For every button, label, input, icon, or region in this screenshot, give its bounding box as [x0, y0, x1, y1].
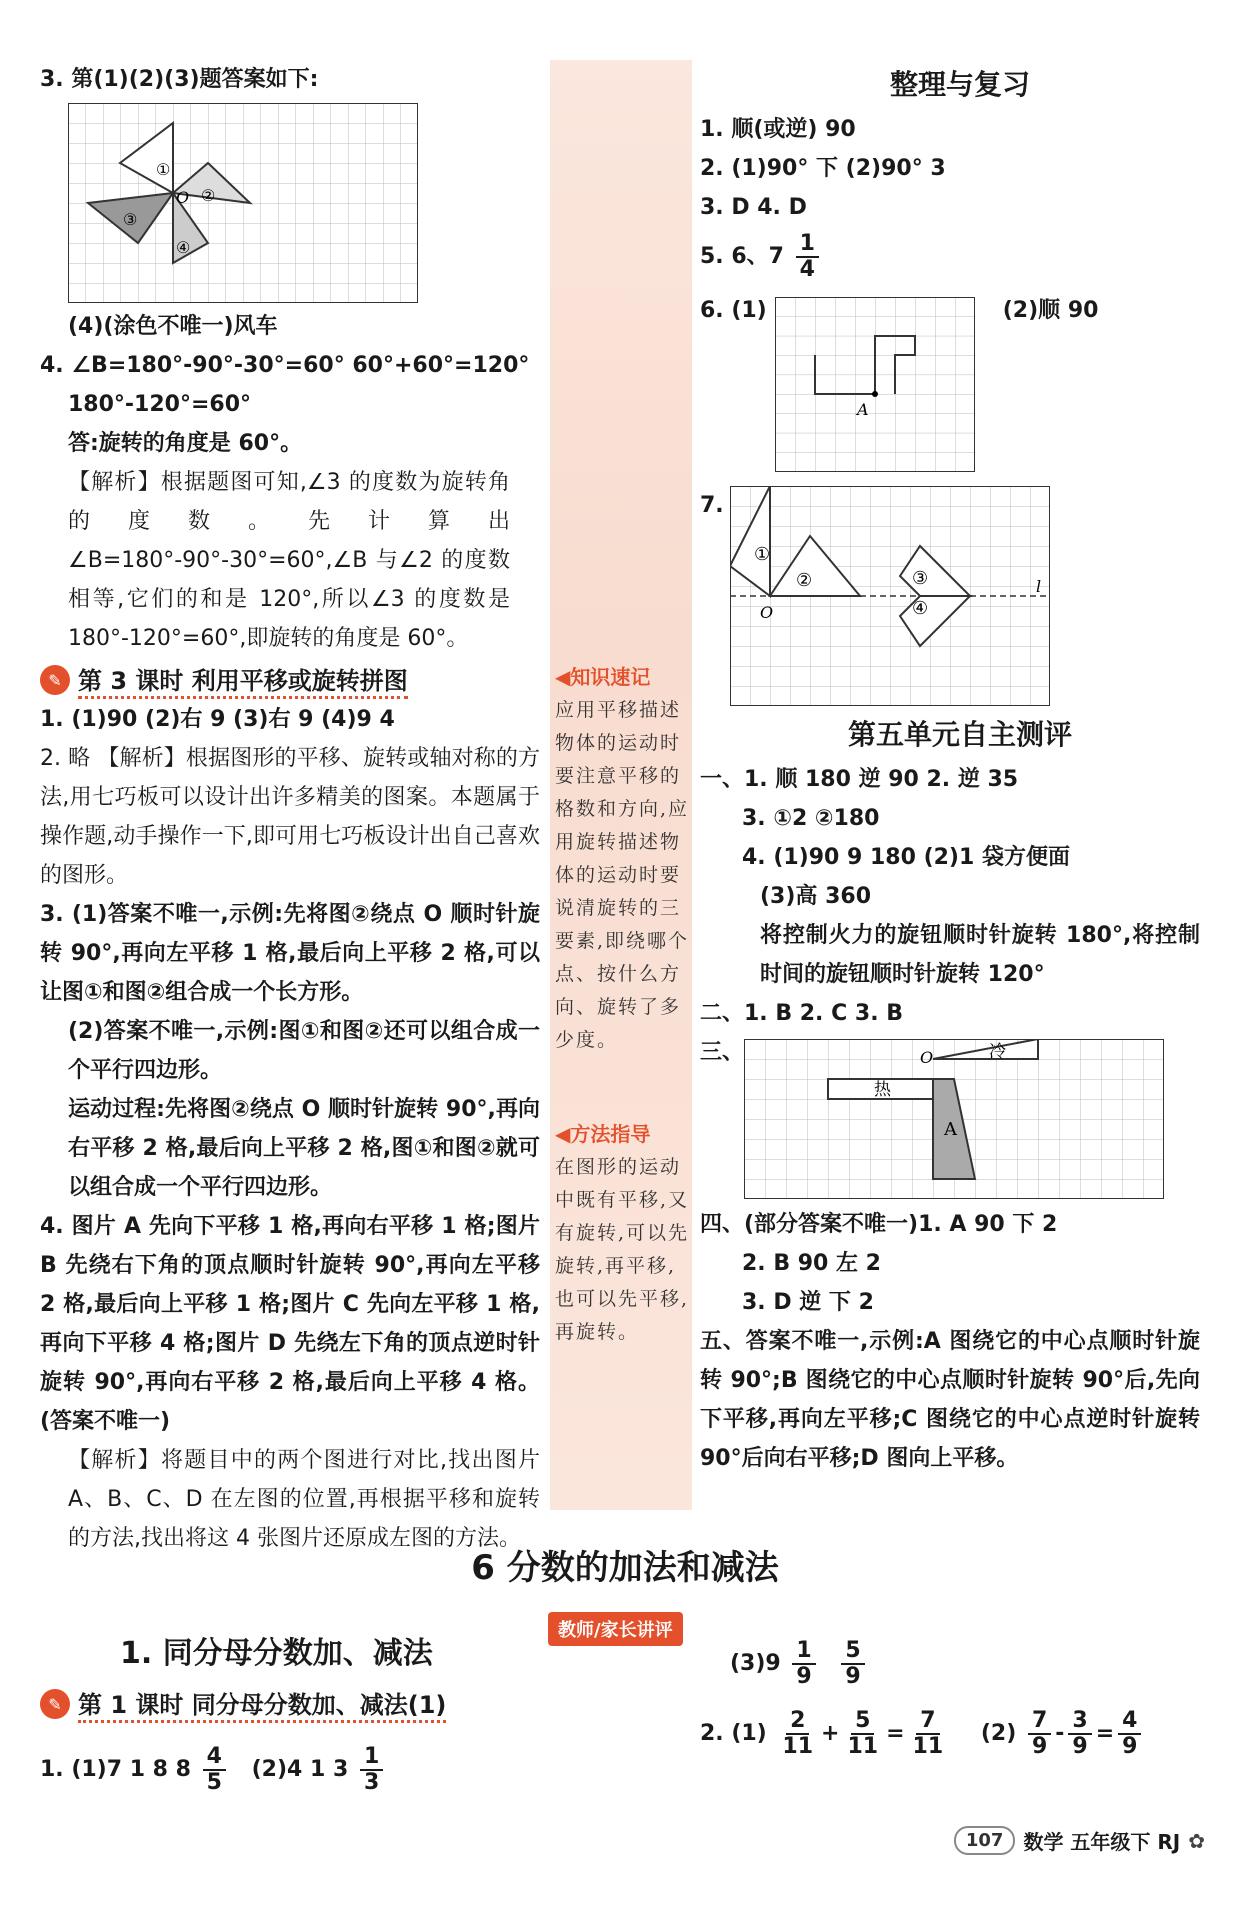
l3-q2: 2. 略 【解析】根据图形的平移、旋转或轴对称的方法,用七巧板可以设计出许多精美的图案。本题属于操作题,动手操作一下,即可用七巧板设计出自己喜欢的图形。: [40, 746, 540, 888]
unit-q3-prefix: 三、: [700, 1040, 745, 1065]
fraction-denominator: 9: [845, 1664, 861, 1689]
q3-part4: (4)(涂色不唯一)风车: [68, 314, 278, 339]
review-q6: [700, 291, 1220, 472]
review-title: 整理与复习: [889, 68, 1030, 101]
q3-pinwheel-figure: [68, 103, 418, 303]
review-q7-label-o: O: [759, 603, 773, 622]
pinwheel-label-3: ③: [123, 210, 138, 229]
lesson1-header: [40, 1684, 446, 1724]
l3-q3-part2: (2)答案不唯一,示例:图①和图②还可以组合成一个平行四边形。: [68, 1019, 540, 1083]
fraction-numerator: 4: [1118, 1709, 1141, 1735]
l3-q1: 1. (1)90 (2)右 9 (3)右 9 (4)9 4: [40, 707, 395, 732]
l3-q3-part1: 3. (1)答案不唯一,示例:先将图②绕点 O 顺时针旋转 90°,再向左平移 1 格,最后向上平移 2 格,可以让图①和图②组合成一个长方形。: [40, 902, 540, 1005]
ch-q2-fraction-e: [1068, 1709, 1091, 1759]
page-number: 107: [954, 1826, 1016, 1855]
fraction-numerator: 7: [916, 1709, 939, 1735]
tip1-body: 应用平移描述物体的运动时要注意平移的格数和方向,应用旋转描述物体的运动时要说清旋转的三要素,即绕哪个点、按什么方向、旋转了多少度。: [555, 699, 690, 1051]
section-heading: 1. 同分母分数加、减法: [120, 1636, 433, 1671]
review-q7-label-1: ①: [753, 544, 770, 565]
lesson1-title: 第 1 课时 同分母分数加、减法(1): [78, 1685, 446, 1723]
unit-q3: [700, 1033, 1220, 1199]
unit-q4-2: 2. B 90 左 2: [742, 1251, 881, 1276]
review-q5-fraction: [796, 232, 819, 282]
tip2-body: 在图形的运动中既有平移,又有旋转,可以先旋转,再平移,也可以先平移,再旋转。: [555, 1156, 690, 1343]
l3-q4-analysis: 【解析】将题目中的两个图进行对比,找出图片 A、B、C、D 在左图的位置,再根据平移和旋转的方法,找出将这 4 张图片还原成左图的方法。: [68, 1448, 540, 1551]
unit-test-title: 第五单元自主测评: [847, 718, 1072, 751]
review-q7: [700, 486, 1220, 706]
unit-q2: 二、1. B 2. C 3. B: [700, 1001, 903, 1026]
ch-q1-3-fraction-1: [792, 1639, 815, 1689]
ch-q2-fraction-b: [843, 1709, 882, 1759]
chapter-title: 6 分数的加法和减法: [471, 1548, 779, 1588]
unit-q5: 五、答案不唯一,示例:A 图绕它的中心点顺时针旋转 90°;B 图绕它的中心点顺时针旋转 90°后,先向下平移,再向左平移;C 图绕它的中心点逆时针旋转 90°后向右平移;D 图向上平移。: [700, 1329, 1200, 1471]
pinwheel-label-2: ②: [201, 186, 216, 205]
fraction-denominator: 3: [363, 1770, 380, 1795]
q3-title: 3. 第(1)(2)(3)题答案如下:: [40, 67, 319, 92]
ch-q2-fraction-d: [1028, 1709, 1051, 1759]
fraction-denominator: 5: [206, 1770, 222, 1795]
review-q7-label-l: l: [1035, 577, 1041, 596]
ch-q2-fraction-a: [778, 1709, 817, 1759]
fraction-denominator: 9: [1122, 1734, 1138, 1759]
lesson3-title: 第 3 课时 利用平移或旋转拼图: [78, 661, 408, 699]
tip1-heading: ◀知识速记: [555, 665, 651, 689]
tips-column: [555, 660, 690, 1349]
review-q6-label-a: A: [856, 400, 869, 419]
unit-q1-4: 4. (1)90 9 180 (2)1 袋方便面: [742, 845, 1070, 870]
lesson3-header: [40, 660, 540, 700]
fraction-numerator: 1: [792, 1639, 815, 1665]
fraction-numerator: 3: [1068, 1709, 1091, 1735]
page-subject-label: 数学 五年级下 RJ: [1023, 1830, 1181, 1854]
ch-q1-3-fraction-2: [841, 1639, 864, 1689]
unit-q4-3: 3. D 逆 下 2: [742, 1290, 874, 1315]
review-q6-grid-svg: [775, 297, 975, 472]
ch-q1: [40, 1740, 387, 1800]
fraction-denominator: 11: [912, 1734, 944, 1759]
review-q3: 3. D 4. D: [700, 195, 807, 220]
unit-q3-grid-svg: [744, 1039, 1164, 1199]
review-q5-prefix: 5. 6、7: [700, 244, 784, 269]
l3-q4: 4. 图片 A 先向下平移 1 格,再向右平移 1 格;图片 B 先绕右下角的顶点顺时针旋转 90°,再向左平移 2 格,最后向上平移 1 格;图片 C 先向左平移 1 格,再向下平移 4 格;图片 D 先绕左下角的顶点逆时针旋转 90°,再向右平移 2 格,最后向上平移 4 格。(答案不唯一): [40, 1214, 540, 1434]
unit-q3-label-a: A: [944, 1119, 958, 1140]
pinwheel-grid-svg: [68, 103, 418, 303]
ch-q1-mid: (2)4 1 3: [251, 1757, 349, 1782]
review-q5: [700, 227, 1220, 287]
fraction-denominator: 11: [782, 1734, 814, 1759]
fraction-numerator: 5: [851, 1709, 874, 1735]
unit-q1-4-note: 将控制火力的旋钮顺时针旋转 180°,将控制时间的旋钮顺时针旋转 120°: [760, 923, 1200, 987]
review-q6-suffix: (2)顺 90: [1002, 298, 1099, 323]
review-q7-grid-svg: [730, 486, 1050, 706]
lesson-badge-icon: ✎: [40, 1689, 70, 1719]
unit-q1-4-3: (3)高 360: [760, 884, 871, 909]
ch-q1-fraction-1: [203, 1745, 226, 1795]
q4-line1: 4. ∠B=180°-90°-30°=60° 60°+60°=120°: [40, 353, 530, 378]
fraction-denominator: 9: [796, 1664, 812, 1689]
pinwheel-label-o: O: [176, 188, 190, 207]
ch-q1-3-prefix: (3)9: [730, 1651, 781, 1676]
pinwheel-label-4: ④: [176, 238, 191, 257]
review-q7-label-3: ③: [911, 568, 928, 589]
fraction-denominator: 11: [847, 1734, 879, 1759]
teacher-parent-tag: 教师/家长讲评: [548, 1612, 683, 1646]
review-q6-prefix: 6. (1): [700, 298, 767, 323]
fraction-denominator: 4: [799, 257, 815, 282]
ch-q1-fraction-2: [360, 1745, 383, 1795]
fraction-numerator: 1: [796, 232, 819, 258]
pinwheel-label-1: ①: [156, 160, 171, 179]
ch-q1-3: [730, 1634, 869, 1694]
unit-q3-label-cold: 冷: [989, 1042, 1007, 1062]
ch-q2-fraction-f: [1118, 1709, 1141, 1759]
fraction-numerator: 1: [360, 1745, 383, 1771]
ch-q2-fraction-c: [909, 1709, 948, 1759]
review-q6-point-a: [872, 391, 878, 397]
fraction-numerator: 4: [203, 1745, 226, 1771]
ch-q2: 2. (1) $\frac{2}{11}$ + $\frac{5}{11}$ = $\frac{7}{11}$ (2) $\frac{7}{9}$ - $\frac{3}{9}$ = $\frac{4}{9}$: [700, 1704, 1145, 1764]
unit-q1-3: 3. ①2 ②180: [742, 806, 880, 831]
review-q7-label-2: ②: [795, 570, 812, 591]
review-q7-label-4: ④: [911, 598, 928, 619]
page-footer: [954, 1826, 1205, 1855]
fraction-numerator: 7: [1028, 1709, 1051, 1735]
fraction-denominator: 9: [1031, 1734, 1048, 1759]
l3-q3-part3: 运动过程:先将图②绕点 O 顺时针旋转 90°,再向右平移 2 格,最后向上平移 2 格,图①和图②就可以组合成一个平行四边形。: [68, 1097, 540, 1200]
left-column: [40, 60, 540, 1558]
review-q7-prefix: 7.: [700, 493, 724, 518]
q4-analysis: 【解析】根据题图可知,∠3 的度数为旋转角的度数。先计算出∠B=180°-90°-30°=60°,∠B 与∠2 的度数相等,它们的和是 120°,所以∠3 的度数是 180°-120°=60°,即旋转的角度是 60°。: [68, 470, 510, 651]
ch-q2-mid: (2): [980, 1721, 1017, 1746]
unit-q4-1: 四、(部分答案不唯一)1. A 90 下 2: [700, 1212, 1058, 1237]
ch-q1-prefix: 1. (1)7 1 8 8: [40, 1757, 191, 1782]
q4-line2: 180°-120°=60°: [68, 392, 252, 417]
fraction-numerator: 5: [841, 1639, 864, 1665]
unit-q1: 一、1. 顺 180 逆 90 2. 逆 35: [700, 767, 1019, 792]
tip2-heading: ◀方法指导: [555, 1122, 651, 1146]
fraction-numerator: 2: [786, 1709, 809, 1735]
ch-q2-prefix: 2. (1): [700, 1721, 767, 1746]
lesson-badge-icon: ✎: [40, 665, 70, 695]
unit-q3-label-o: O: [920, 1048, 934, 1067]
fraction-denominator: 9: [1072, 1734, 1088, 1759]
review-q1: 1. 顺(或逆) 90: [700, 117, 856, 142]
review-q2: 2. (1)90° 下 (2)90° 3: [700, 156, 946, 181]
right-column: [700, 60, 1220, 1478]
q4-line3: 答:旋转的角度是 60°。: [68, 431, 303, 456]
maple-leaf-icon: ✿: [1188, 1828, 1205, 1853]
unit-q3-label-hot: 热: [874, 1080, 892, 1100]
